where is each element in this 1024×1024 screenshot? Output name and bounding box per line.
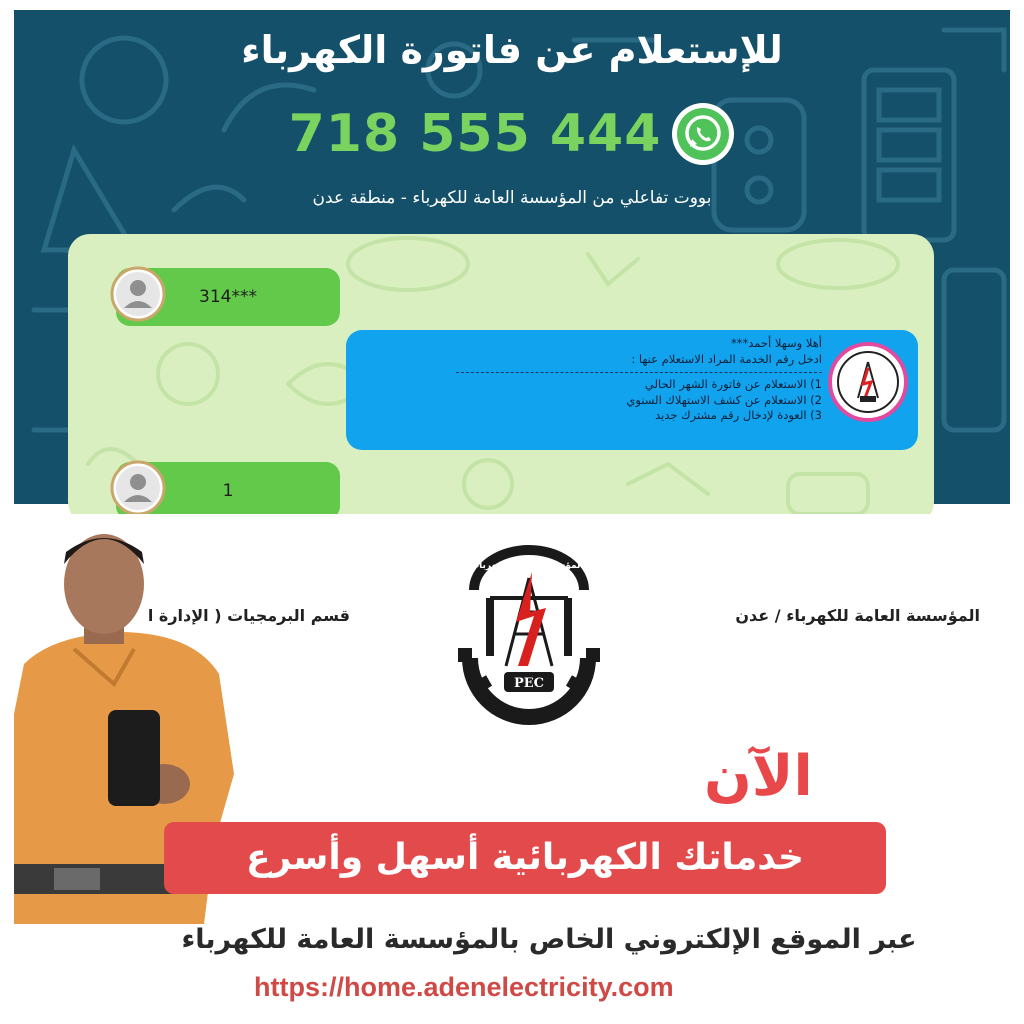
chat-window — [68, 234, 934, 524]
phone-row — [14, 102, 1010, 166]
phone-number[interactable]: 718 555 444 — [288, 104, 662, 164]
user-message-bubble — [116, 462, 340, 520]
website-announcement — [14, 514, 1010, 1012]
bot-message-text — [456, 336, 822, 424]
user-avatar-icon — [110, 266, 166, 322]
user-message-text: 314*** — [199, 287, 257, 307]
organization-name: المؤسسة العامة للكهرباء / عدن — [735, 606, 980, 625]
bot-instruction: ادخل رقم الخدمة المراد الاستعلام عنها : — [631, 351, 822, 366]
bot-option-3: 3) العودة لإدخال رقم مشترك جديد — [655, 408, 822, 422]
logo-abbr: PEC — [513, 676, 545, 691]
bot-message-bubble — [346, 330, 918, 450]
bot-greeting: أهلا وسهلا أحمد*** — [730, 336, 822, 350]
bot-option-2: 2) الاستعلام عن كشف الاستهلاك السنوي — [626, 392, 822, 407]
headline-banner — [164, 822, 886, 894]
bot-avatar-logo — [828, 342, 908, 422]
logo-arc-text: المؤسسة العامة للكهرباء — [474, 561, 584, 571]
user-message-bubble — [116, 268, 340, 326]
user-avatar-icon — [110, 460, 166, 516]
headline-text: خدماتك الكهربائية أسهل وأسرع — [246, 837, 804, 878]
now-heading: الآن — [704, 744, 813, 809]
user-message-text: 1 — [222, 481, 234, 501]
bot-subtitle: بووت تفاعلي من المؤسسة العامة للكهرباء - منطقة عدن — [312, 188, 712, 208]
department-name: قسم البرمجيات ( الإدارة ا — [147, 606, 350, 625]
bot-option-1: 1) الاستعلام عن فاتورة الشهر الحالي — [644, 377, 822, 391]
divider — [456, 372, 822, 373]
pec-logo — [454, 538, 604, 698]
whatsapp-bot-banner — [14, 10, 1010, 504]
page-title: للإستعلام عن فاتورة الكهرباء — [241, 28, 783, 72]
website-description: عبر الموقع الإلكتروني الخاص بالمؤسسة العامة للكهرباء — [181, 924, 917, 955]
website-url-link[interactable]: https://home.adenelectricity.com — [254, 972, 674, 1002]
whatsapp-icon — [671, 102, 735, 166]
